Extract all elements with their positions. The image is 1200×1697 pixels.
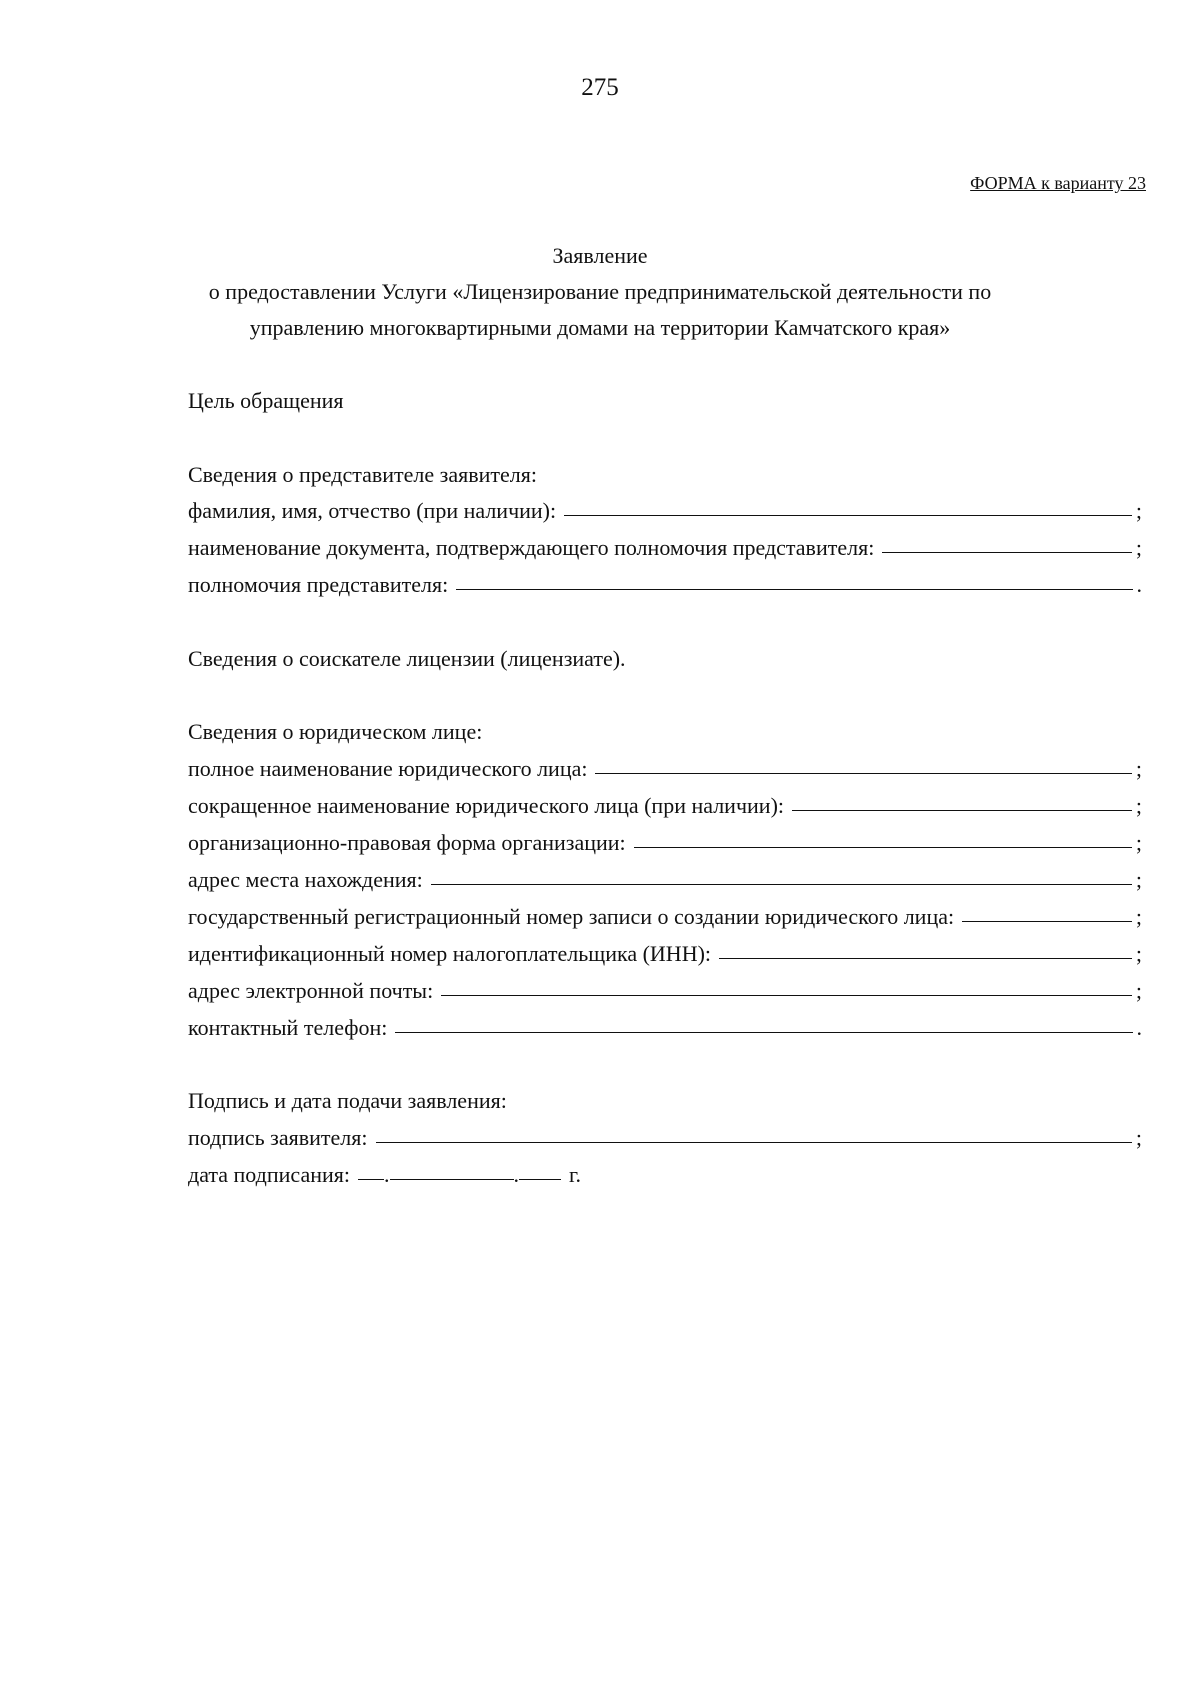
fill-line[interactable]: [962, 903, 1132, 922]
fill-line[interactable]: [376, 1124, 1132, 1143]
field-end: ;: [1135, 756, 1142, 781]
signature-heading: Подпись и дата подачи заявления:: [188, 1088, 507, 1113]
field-label: адрес электронной почты:: [188, 978, 434, 1003]
signing-date-field[interactable]: [188, 1161, 581, 1189]
applicant-heading: Сведения о соискателе лицензии (лицензиате).: [188, 646, 626, 671]
field-end: ;: [1135, 867, 1142, 892]
fill-line[interactable]: [634, 829, 1132, 848]
date-month-blank[interactable]: [390, 1161, 514, 1180]
field-label: сокращенное наименование юридического лица (при наличии):: [188, 793, 785, 818]
date-separator: .: [513, 1162, 519, 1187]
legal-form-field[interactable]: [188, 829, 1142, 857]
fill-line[interactable]: [882, 534, 1132, 553]
fill-line[interactable]: [595, 755, 1131, 774]
legal-entity-full-name-field[interactable]: [188, 755, 1142, 783]
field-label: адрес места нахождения:: [188, 867, 423, 892]
date-day-blank[interactable]: [358, 1161, 384, 1180]
document-subtitle-line-2: управлению многоквартирными домами на территории Камчатского края»: [249, 315, 951, 340]
field-end: ;: [1135, 830, 1142, 855]
date-label: дата подписания:: [188, 1162, 350, 1187]
field-end: .: [1136, 572, 1142, 597]
field-label: контактный телефон:: [188, 1015, 388, 1040]
field-end: .: [1136, 1015, 1142, 1040]
legal-entity-heading: Сведения о юридическом лице:: [188, 719, 483, 744]
address-field[interactable]: [188, 866, 1142, 894]
fill-line[interactable]: [395, 1014, 1132, 1033]
page-number: 275: [581, 74, 619, 101]
field-label: идентификационный номер налогоплательщика (ИНН):: [188, 941, 712, 966]
field-end: ;: [1135, 498, 1142, 523]
purpose-label: Цель обращения: [188, 388, 344, 413]
fill-line[interactable]: [564, 497, 1132, 516]
representative-powers-field[interactable]: [188, 571, 1142, 599]
phone-field[interactable]: [188, 1014, 1142, 1042]
representative-document-field[interactable]: [188, 534, 1142, 562]
document-subtitle-line-1: о предоставлении Услуги «Лицензирование предпринимательской деятельности по: [208, 279, 992, 304]
date-year-blank[interactable]: [519, 1161, 561, 1180]
document-title: Заявление: [552, 243, 648, 268]
form-reference: ФОРМА к варианту 23: [970, 173, 1146, 193]
field-label: подпись заявителя:: [188, 1125, 368, 1150]
representative-heading: Сведения о представителе заявителя:: [188, 462, 537, 487]
field-label: полномочия представителя:: [188, 572, 449, 597]
inn-field[interactable]: [188, 940, 1142, 968]
fill-line[interactable]: [792, 792, 1132, 811]
fill-line[interactable]: [719, 940, 1132, 959]
field-label: полное наименование юридического лица:: [188, 756, 588, 781]
fill-line[interactable]: [431, 866, 1132, 885]
field-end: ;: [1135, 793, 1142, 818]
field-end: ;: [1135, 941, 1142, 966]
field-label: организационно-правовая форма организации:: [188, 830, 626, 855]
legal-entity-short-name-field[interactable]: [188, 792, 1142, 820]
field-end: ;: [1135, 1125, 1142, 1150]
field-end: ;: [1135, 978, 1142, 1003]
fill-line[interactable]: [441, 977, 1132, 996]
date-suffix: г.: [569, 1162, 582, 1187]
field-end: ;: [1135, 535, 1142, 560]
representative-fullname-field[interactable]: [188, 497, 1142, 525]
field-label: фамилия, имя, отчество (при наличии):: [188, 498, 557, 523]
field-end: ;: [1135, 904, 1142, 929]
fill-line[interactable]: [456, 571, 1132, 590]
email-field[interactable]: [188, 977, 1142, 1005]
signature-field[interactable]: [188, 1124, 1142, 1152]
date-separator: .: [384, 1162, 390, 1187]
field-label: наименование документа, подтверждающего полномочия представителя:: [188, 535, 875, 560]
registration-number-field[interactable]: [188, 903, 1142, 931]
field-label: государственный регистрационный номер записи о создании юридического лица:: [188, 904, 955, 929]
